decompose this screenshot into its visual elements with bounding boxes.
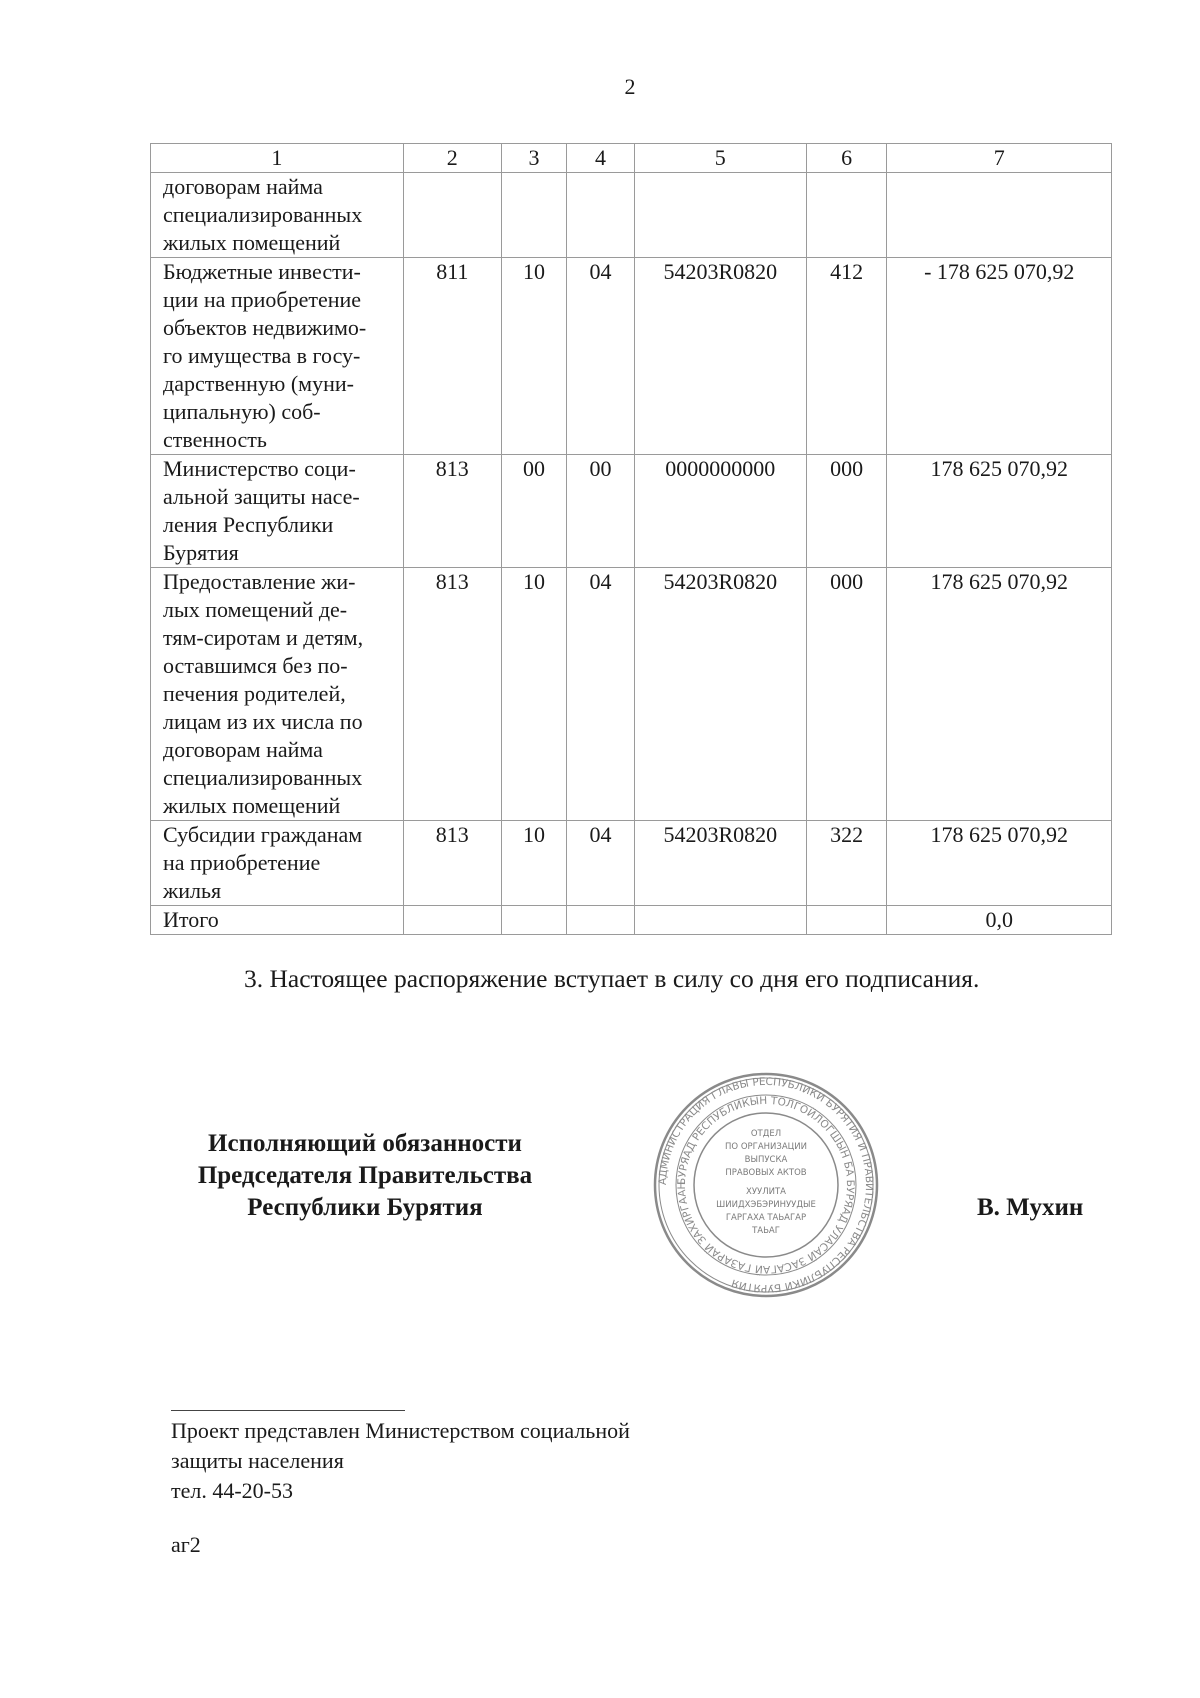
clause-paragraph: 3. Настоящее распоряжение вступает в силу со дня его подписания. [244,964,980,993]
stamp-inner-text: БУРЯАД РЕСПУБЛИКЫН ТОЛГОЙЛОГШЫН БА БУРЯАД УЛАСАЙ ЗАСАГАЙ ГАЗАРАЙ ЗАХИРГААН [675,1094,857,1276]
column-header: 7 [887,144,1112,173]
row-description: Министерство соци- альной защиты насе- ления Республики Бурятия [151,455,404,568]
table-cell: 178 625 070,92 [887,455,1112,568]
footnote-line: Проект представлен Министерством социальной [171,1418,630,1443]
table-cell: 54203R0820 [634,568,806,821]
table-cell: 412 [806,258,887,455]
table-cell: 00 [501,455,566,568]
table-cell: 10 [501,258,566,455]
table-cell: 04 [567,821,635,906]
total-label: Итого [151,906,404,935]
official-stamp [647,1072,885,1298]
column-header: 4 [567,144,635,173]
row-description: договорам найма специализированных жилых помещений [151,173,404,258]
stamp-center-line: ПО ОРГАНИЗАЦИИ [725,1142,807,1152]
table-cell: 322 [806,821,887,906]
table-cell: 10 [501,821,566,906]
signatory-title-line: Республики Бурятия [247,1194,483,1221]
table-cell [567,173,635,258]
footnote-divider [171,1410,405,1411]
table-cell [403,906,501,935]
row-description: Предоставление жи- лых помещений де- тям-сиротам и детям, оставшимся без по- печения родителей, лицам из их числа по договорам найма специализированных жилых помещений [151,568,404,821]
table-cell [634,906,806,935]
footnote [171,1416,630,1506]
table-cell: 813 [403,568,501,821]
stamp-center-line: ОТДЕЛ [750,1129,782,1139]
stamp-outer-text: АДМИНИСТРАЦИЯ ГЛАВЫ РЕСПУБЛИКИ БУРЯТИЯ И ПРАВИТЕЛЬСТВА РЕСПУБЛИКИ БУРЯТИЯ [656,1075,876,1295]
table-cell: 54203R0820 [634,258,806,455]
signatory-title-line: Исполняющий обязанности [208,1130,522,1157]
stamp-center-line: ШИИДХЭБЭРИНУУДЫЕ [716,1200,816,1210]
table-total-row [151,906,1112,935]
table-cell: 813 [403,455,501,568]
signatory-title-line: Председателя Правительства [197,1162,533,1189]
table-cell [887,173,1112,258]
table-cell: 000 [806,568,887,821]
signatory-title [150,1128,580,1224]
stamp-center-line: ВЫПУСКА [744,1155,788,1165]
table-cell [634,173,806,258]
table-cell [403,173,501,258]
table-cell: 178 625 070,92 [887,821,1112,906]
table-header-row [151,144,1112,173]
table-row [151,173,1112,258]
table-cell: 04 [567,258,635,455]
table-row [151,258,1112,455]
table-cell: 813 [403,821,501,906]
column-header: 6 [806,144,887,173]
budget-table [150,143,1112,935]
total-value: 0,0 [887,906,1112,935]
table-cell: - 178 625 070,92 [887,258,1112,455]
column-header: 5 [634,144,806,173]
table-cell: 04 [567,568,635,821]
column-header: 3 [501,144,566,173]
table-cell [501,173,566,258]
column-header: 1 [151,144,404,173]
signatory-name: В. Мухин [977,1194,1084,1221]
table-cell: 00 [567,455,635,568]
stamp-center-line: ПРАВОВЫХ АКТОВ [725,1168,807,1178]
page-number: 2 [624,74,636,99]
table-cell: 811 [403,258,501,455]
table-cell: 54203R0820 [634,821,806,906]
table-cell: 000 [806,455,887,568]
table-cell [501,906,566,935]
row-description: Бюджетные инвести- ции на приобретение объектов недвижимо- го имущества в госу- дарственную (муни- ципальную) соб- ственность [151,258,404,455]
footnote-line: тел. 44-20-53 [171,1478,294,1503]
stamp-center-line: ГАРГАХА ТАЬАГАР [725,1213,807,1223]
reference-code: аг2 [171,1532,201,1557]
table-row [151,455,1112,568]
footnote-line: защиты населения [171,1448,344,1473]
table-cell [806,173,887,258]
stamp-center-line: ТАЬАГ [752,1226,780,1236]
column-header: 2 [403,144,501,173]
table-row [151,568,1112,821]
stamp-center-line: ХУУЛИТА [746,1187,786,1197]
table-cell [567,906,635,935]
table-cell: 178 625 070,92 [887,568,1112,821]
row-description: Субсидии гражданам на приобретение жилья [151,821,404,906]
table-row [151,821,1112,906]
table-cell [806,906,887,935]
table-cell: 0000000000 [634,455,806,568]
table-cell: 10 [501,568,566,821]
